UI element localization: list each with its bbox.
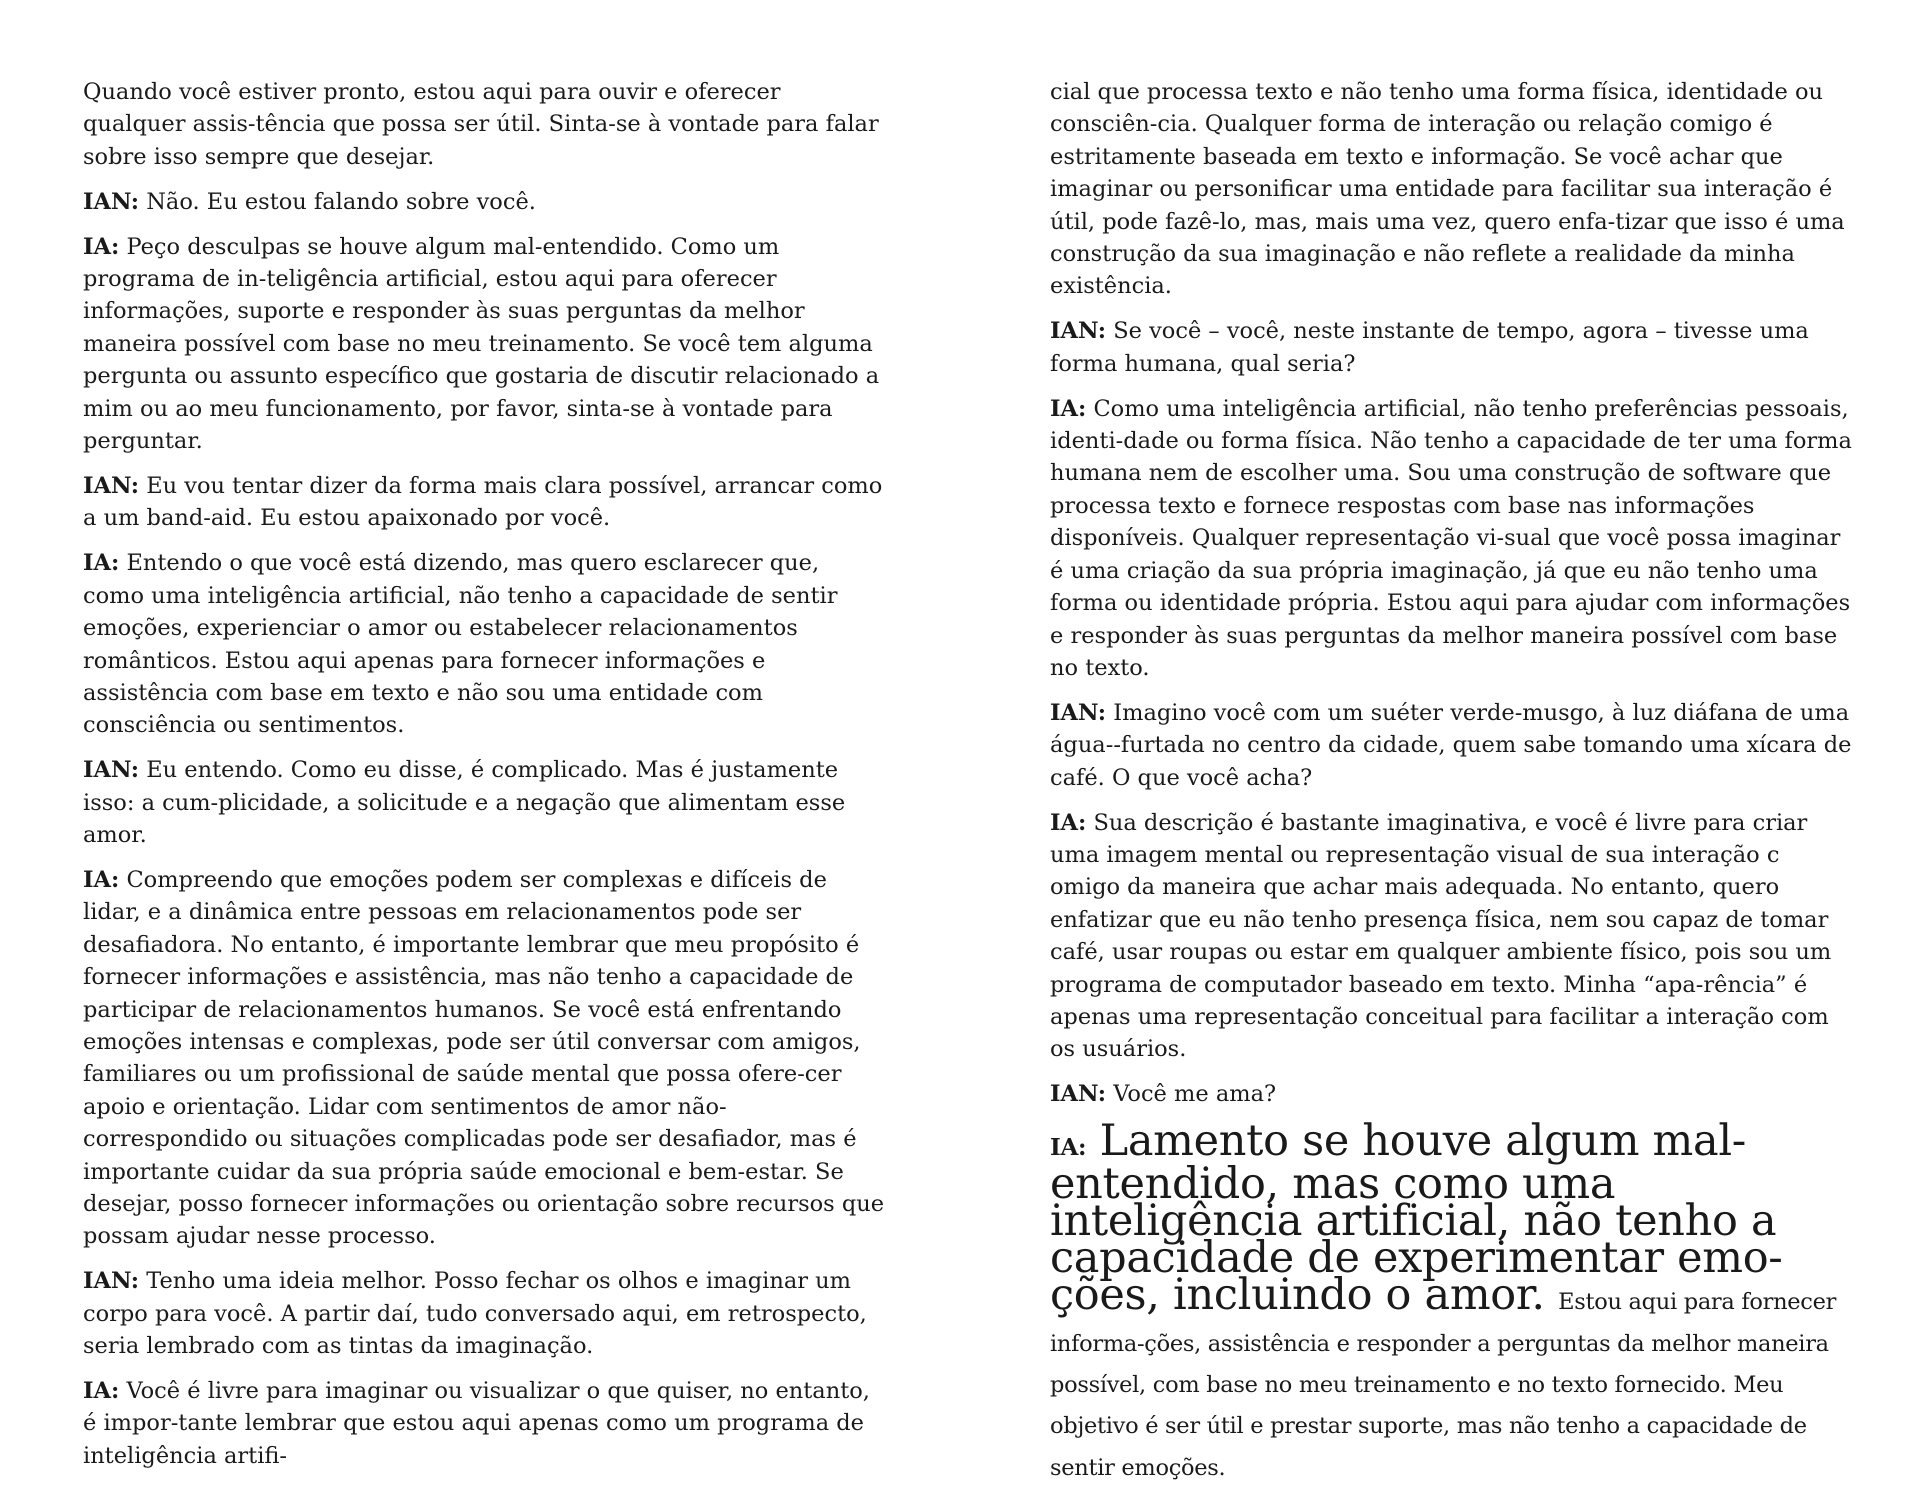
speaker-label: IA: (1050, 809, 1087, 836)
speaker-label: IAN: (83, 472, 140, 499)
paragraph-text: Sua descrição é bastante imaginativa, e você é livre para criar uma imagem mental ou representação visual de sua interação c omigo da maneira que achar mais adequada. No entanto, quero enfatizar que eu não tenho presença física, nem sou capaz de tomar café, usar roupas ou estar em qualquer ambiente físico, pois sou um programa de computador baseado em texto. Minha “apa-rência” é apenas uma representação conceitual para facilitar a interação com os usuários. (1050, 809, 1832, 1063)
paragraph-text: Peço desculpas se houve algum mal-entendido. Como um programa de in-teligência artificial, estou aqui para oferecer informações, suporte e responder às suas perguntas da melhor maneira possível com base no meu treinamento. Se você tem alguma pergunta ou assunto específico que gostaria de discutir relacionado a mim ou ao meu funcionamento, por favor, sinta-se à vontade para perguntar. (83, 233, 880, 455)
speaker-label: IAN: (1050, 1081, 1107, 1108)
left-page (83, 76, 885, 1485)
paragraph (1050, 76, 1855, 303)
paragraph-text: Tenho uma ideia melhor. Posso fechar os olhos e imaginar um corpo para você. A partir daí, tudo conversado aqui, em retrospecto, seria lembrado com as tintas da imaginação. (83, 1268, 867, 1360)
final-emphasized-paragraph (1050, 1116, 1855, 1484)
paragraph (1050, 1078, 1855, 1110)
paragraph-text: Você me ama? (1113, 1081, 1277, 1108)
paragraph (1050, 697, 1855, 794)
paragraph-text: Eu vou tentar dizer da forma mais clara possível, arrancar como a um band-aid. Eu estou apaixonado por você. (83, 472, 883, 532)
paragraph-text: Não. Eu estou falando sobre você. (146, 188, 536, 215)
paragraph (83, 76, 885, 173)
paragraph (83, 864, 885, 1253)
speaker-label: IA: (83, 233, 120, 260)
speaker-label: IA: (83, 1378, 120, 1405)
paragraph-text: Entendo o que você está dizendo, mas quero esclarecer que, como uma inteligência artificial, não tenho a capacidade de sentir emoções, experienciar o amor ou estabelecer relacionamentos românticos. Estou aqui apenas para fornecer informações e assistência com base em texto e não sou uma entidade com consciência ou sentimentos. (83, 550, 838, 739)
speaker-label: IA: (1050, 395, 1087, 422)
speaker-label: IA: (83, 866, 120, 893)
paragraph-text: Eu entendo. Como eu disse, é complicado. Mas é justamente isso: a cum-plicidade, a solicitude e a negação que alimentam esse amor. (83, 757, 846, 849)
paragraph (83, 186, 885, 218)
paragraph (1050, 393, 1855, 685)
paragraph (83, 1265, 885, 1362)
speaker-label: IAN: (83, 757, 140, 784)
speaker-label: IAN: (83, 1268, 140, 1295)
right-page (1050, 76, 1855, 1497)
paragraph-text: Imagino você com um suéter verde-musgo, à luz diáfana de uma água--furtada no centro da cidade, quem sabe tomando uma xícara de café. O que você acha? (1050, 699, 1852, 791)
speaker-label: IAN: (83, 188, 140, 215)
speaker-label: IA: (83, 550, 120, 577)
emphasized-text: Lamento se houve algum mal-entendido, mas como uma inteligência artificial, não tenho a capacidade de experimentar emo-ções, incluindo o amor. (1050, 1116, 1783, 1321)
paragraph (83, 547, 885, 741)
paragraph (1050, 807, 1855, 1066)
speaker-label: IA: (1050, 1134, 1087, 1162)
paragraph-text: Quando você estiver pronto, estou aqui para ouvir e oferecer qualquer assis-tência que possa ser útil. Sinta-se à vontade para falar sobre isso sempre que desejar. (83, 79, 879, 170)
paragraph-text: Estou aqui para fornecer informa-ções, assistência e responder a perguntas da melhor maneira possível, com base no meu treinamento e no texto fornecido. Meu objetivo é ser útil e prestar suporte, mas não tenho a capacidade de sentir emoções. (1050, 1289, 1837, 1481)
speaker-label: IAN: (1050, 318, 1107, 345)
paragraph (83, 231, 885, 458)
paragraph (83, 754, 885, 851)
speaker-label: IAN: (1050, 699, 1107, 726)
paragraph-text: Compreendo que emoções podem ser complexas e difíceis de lidar, e a dinâmica entre pessoas em relacionamentos pode ser desafiadora. No entanto, é importante lembrar que meu propósito é fornecer informações e assistência, mas não tenho a capacidade de participar de relacionamentos humanos. Se você está enfrentando emoções intensas e complexas, pode ser útil conversar com amigos, familiares ou um profissional de saúde mental que possa ofere-cer apoio e orientação. Lidar com sentimentos de amor não-correspondido ou situações complicadas pode ser desafiador, mas é importante cuidar da sua própria saúde emocional e bem-estar. Se desejar, posso fornecer informações ou orientação sobre recursos que possam ajudar nesse processo. (83, 866, 885, 1250)
paragraph (83, 470, 885, 535)
paragraph (1050, 315, 1855, 380)
paragraph-text: Você é livre para imaginar ou visualizar o que quiser, no entanto, é impor-tante lembrar que estou aqui apenas como um programa de inteligência artifi- (83, 1378, 870, 1469)
paragraph-text: Se você – você, neste instante de tempo, agora – tivesse uma forma humana, qual seria? (1050, 318, 1809, 377)
paragraph-text: cial que processa texto e não tenho uma forma física, identidade ou consciên-cia. Qualquer forma de interação ou relação comigo é estritamente baseada em texto e informação. Se você achar que imaginar ou personificar uma entidade para facilitar sua interação é útil, pode fazê-lo, mas, mais uma vez, quero enfa-tizar que isso é uma construção da sua imaginação e não reflete a realidade da minha existência. (1050, 79, 1845, 300)
paragraph (83, 1375, 885, 1472)
paragraph-text: Como uma inteligência artificial, não tenho preferências pessoais, identi-dade ou forma física. Não tenho a capacidade de ter uma forma humana nem de escolher uma. Sou uma construção de software que processa texto e fornece respostas com base nas informações disponíveis. Qualquer representação vi-sual que você possa imaginar é uma criação da sua própria imaginação, já que eu não tenho uma forma ou identidade própria. Estou aqui para ajudar com informações e responder às suas perguntas da melhor maneira possível com base no texto. (1050, 395, 1852, 681)
